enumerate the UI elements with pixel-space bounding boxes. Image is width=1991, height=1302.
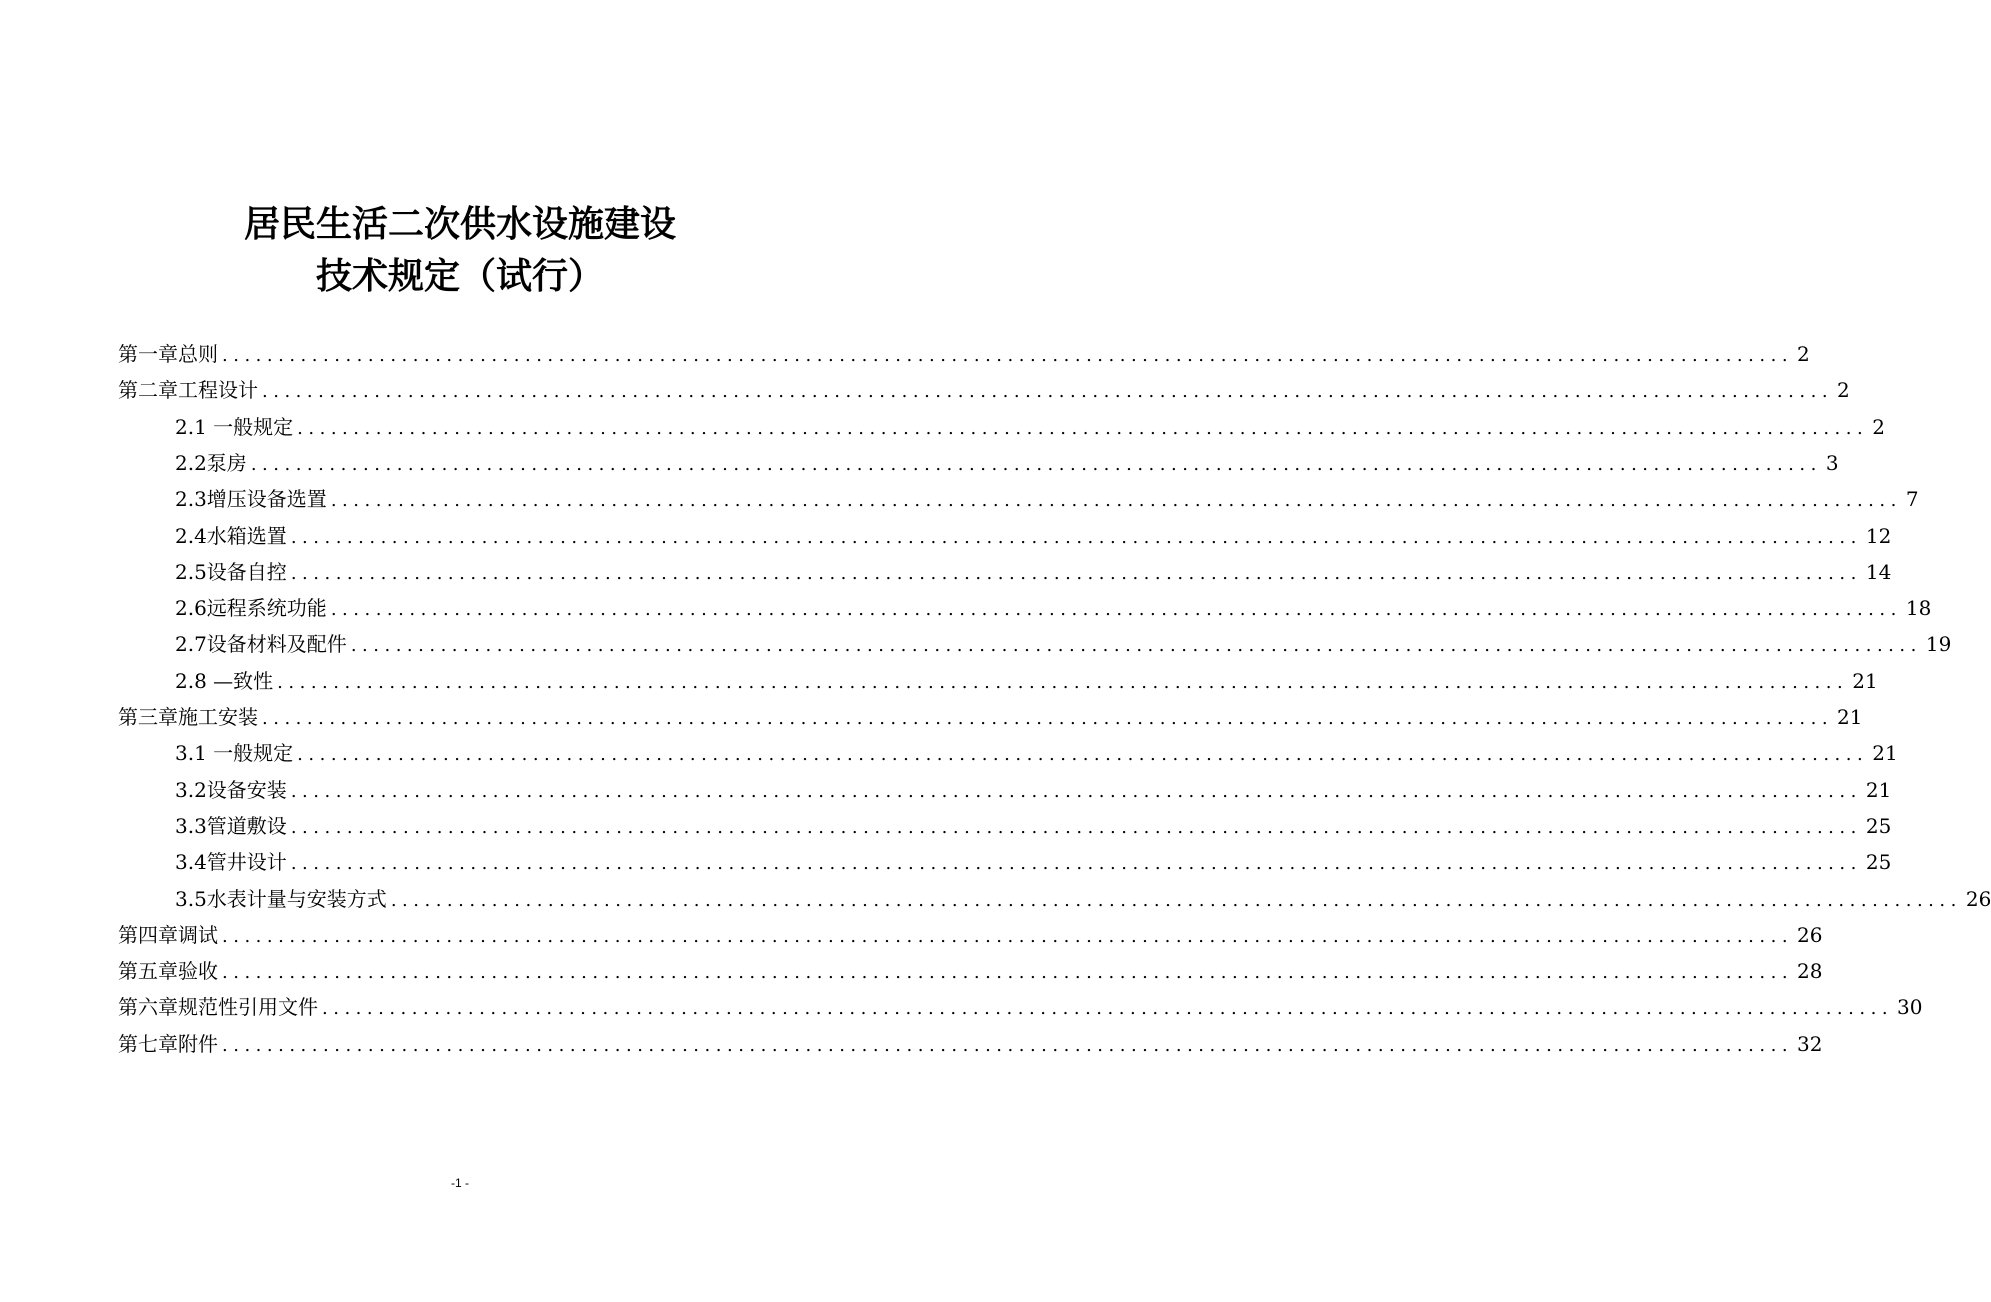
toc-entry-label: 3.4管井设计	[175, 850, 287, 875]
toc-entry-label: 3.5水表计量与安装方式	[175, 886, 387, 911]
toc-entry-page: 21	[1837, 705, 1863, 729]
toc-entry[interactable]	[118, 991, 1923, 1021]
toc-leader-dots: ............................................................................................................................................	[222, 1034, 1794, 1056]
toc-entry[interactable]	[118, 1028, 1823, 1058]
toc-entry[interactable]	[175, 411, 1885, 441]
toc-entry[interactable]	[175, 483, 1919, 513]
toc-leader-dots: ............................................................................................................................................	[250, 453, 1822, 475]
toc-entry[interactable]	[118, 701, 1863, 731]
document-title-line2: 技术规定（试行）	[315, 256, 604, 297]
toc-leader-dots: ............................................................................................................................................	[290, 853, 1862, 875]
toc-entry-page: 2	[1837, 378, 1850, 403]
toc-entry-label: 3.3管道敷设	[175, 813, 287, 838]
document-title-line1: 居民生活二次供水设施建设	[243, 204, 676, 245]
toc-entry[interactable]	[175, 628, 1952, 658]
toc-entry-label: 2.2泵房	[175, 450, 247, 475]
toc-leader-dots: ............................................................................................................................................	[222, 925, 1794, 947]
toc-entry-page: 25	[1865, 813, 1892, 838]
toc-entry-label: 2.4水箱选置	[175, 523, 287, 548]
toc-leader-dots: ............................................................................................................................................	[262, 708, 1834, 729]
page-number-footer: -1 -	[451, 1176, 469, 1190]
toc-entry[interactable]	[118, 955, 1823, 985]
toc-entry-page: 28	[1797, 959, 1823, 984]
toc-leader-dots: ............................................................................................................................................	[262, 381, 1834, 403]
toc-leader-dots: ............................................................................................................................................	[390, 889, 1962, 911]
toc-entry-page: 19	[1925, 632, 1952, 657]
toc-entry-label: 3.2设备安装	[175, 777, 287, 802]
toc-entry-label: 第一章总则	[118, 342, 218, 366]
toc-leader-dots: ............................................................................................................................................	[277, 671, 1849, 693]
toc-entry-page: 14	[1865, 559, 1892, 584]
toc-leader-dots: ............................................................................................................................................	[322, 998, 1894, 1020]
toc-entry-page: 12	[1865, 523, 1892, 548]
toc-entry-page: 2	[1797, 342, 1810, 366]
toc-entry[interactable]	[175, 592, 1932, 622]
toc-entry[interactable]	[175, 810, 1892, 840]
toc-leader-dots: ............................................................................................................................................	[290, 816, 1862, 838]
toc-entry-label: 2.5设备自控	[175, 559, 287, 584]
toc-leader-dots: ............................................................................................................................................	[297, 744, 1869, 766]
toc-entry-page: 26	[1965, 886, 1991, 911]
toc-entry[interactable]	[175, 665, 1878, 695]
toc-entry[interactable]	[118, 919, 1823, 949]
toc-entry[interactable]	[175, 737, 1898, 767]
toc-entry-page: 26	[1797, 922, 1823, 947]
toc-entry-label: 第二章工程设计	[118, 378, 258, 403]
toc-leader-dots: ............................................................................................................................................	[350, 635, 1922, 657]
toc-leader-dots: ............................................................................................................................................	[330, 599, 1902, 621]
toc-entry[interactable]	[118, 374, 1850, 404]
toc-leader-dots: ............................................................................................................................................	[290, 526, 1862, 548]
toc-entry[interactable]	[175, 447, 1839, 477]
toc-entry-page: 21	[1865, 777, 1892, 802]
toc-entry-label: 2.8 —致性	[175, 668, 274, 693]
toc-entry-page: 21	[1872, 741, 1898, 766]
toc-leader-dots: ............................................................................................................................................	[330, 490, 1902, 512]
toc-entry-label: 2.7设备材料及配件	[175, 632, 347, 657]
toc-entry[interactable]	[175, 883, 1991, 913]
toc-entry-label: 第五章验收	[118, 959, 218, 984]
toc-entry[interactable]	[175, 520, 1892, 550]
toc-leader-dots: ............................................................................................................................................	[290, 562, 1862, 584]
toc-entry-page: 7	[1905, 487, 1919, 512]
toc-leader-dots: ............................................................................................................................................	[222, 345, 1794, 366]
toc-entry-label: 2.6远程系统功能	[175, 596, 327, 621]
toc-entry-page: 30	[1897, 995, 1923, 1020]
toc-entry[interactable]	[175, 774, 1892, 804]
toc-entry-label: 第六章规范性引用文件	[118, 995, 318, 1020]
toc-entry-page: 25	[1865, 850, 1892, 875]
toc-entry-label: 3.1 一般规定	[175, 741, 294, 766]
toc-leader-dots: ............................................................................................................................................	[297, 417, 1869, 439]
toc-leader-dots: ............................................................................................................................................	[290, 780, 1862, 802]
toc-entry[interactable]	[175, 846, 1892, 876]
toc-entry-page: 32	[1797, 1031, 1823, 1056]
toc-entry-page: 21	[1852, 668, 1878, 693]
toc-entry-label: 第七章附件	[118, 1031, 218, 1056]
toc-entry-page: 3	[1825, 450, 1839, 475]
toc-leader-dots: ............................................................................................................................................	[222, 962, 1794, 984]
toc-entry-page: 2	[1872, 414, 1885, 439]
toc-entry-label: 第四章调试	[118, 922, 218, 947]
toc-entry-page: 18	[1905, 596, 1932, 621]
toc-entry-label: 第三章施工安装	[118, 705, 258, 729]
toc-entry[interactable]	[118, 338, 1810, 368]
toc-entry-label: 2.1 一般规定	[175, 414, 294, 439]
toc-entry-label: 2.3增压设备选置	[175, 487, 327, 512]
toc-entry[interactable]	[175, 556, 1892, 586]
